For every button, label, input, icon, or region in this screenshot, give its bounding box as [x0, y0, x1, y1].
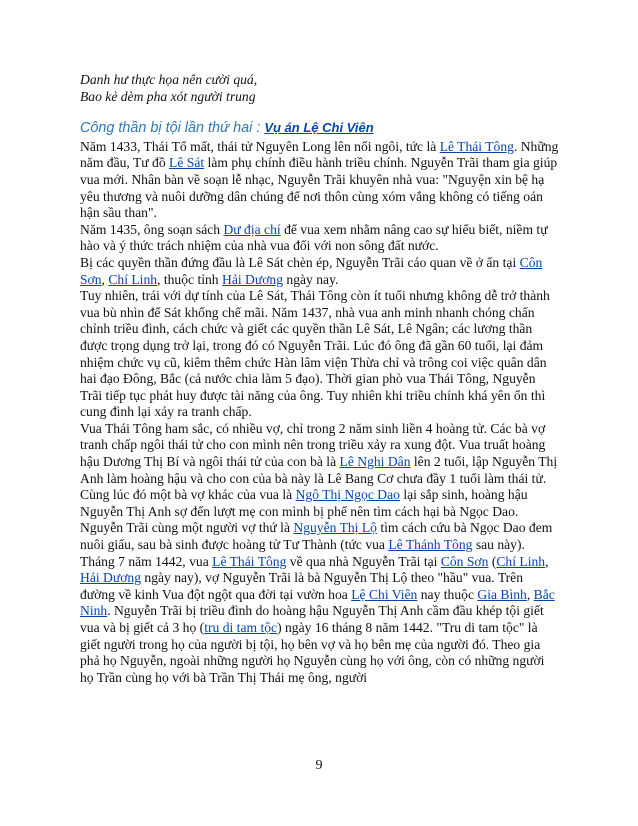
inline-link[interactable]: Hải Dương [80, 570, 141, 586]
paragraph [80, 421, 560, 554]
text-run: ) ngày 16 tháng 8 năm 1442. "Tru di tam tộc" là giết người trong họ của người bị tội, họ bên vợ và họ bên mẹ của người đó. Theo gia phả họ Nguyễn, ngoài những người họ Nguyễn cùng họ với ông, còn có những người họ Trần cùng họ với bà Trần Thị Thái mẹ ông, người [80, 620, 545, 685]
inline-link[interactable]: Lê Thái Tông [439, 138, 514, 154]
text-run: làm phụ chính điều hành triều chính. Nguyễn Trãi tham gia giúp vua mới. Nhân bàn về soạn lễ nhạc, Nguyễn Trãi khuyên nhà vua: "Nguyện xin bệ hạ yêu thương và nuôi dưỡng dân chúng để nơi thôn cùng xóm vắng không có tiếng oán hận sầu than". [80, 155, 558, 221]
inline-link[interactable]: Lê Thái Tông [212, 553, 287, 569]
text-run: Vua Thái Tông ham sắc, có nhiều vợ, chỉ trong 2 năm sinh liền 4 hoàng tử. Các bà vợ tranh chấp ngôi thái tử cho con mình nên trong triều xảy ra xung đột. Vua truất hoàng hậu Dương Thị Bí và ngôi thái tử của con bà là [80, 420, 546, 470]
text-run: , thuộc tỉnh [157, 271, 223, 287]
text-run: ngày nay), vợ Nguyễn Trãi là bà Nguyễn Thị Lộ theo "hầu" vua. Trên đường về kinh Vua đột ngột qua đời tại vườn hoa [80, 570, 523, 602]
paragraph [80, 288, 560, 421]
inline-link[interactable]: Lê Nghi Dân [339, 454, 411, 470]
section-heading [80, 120, 560, 137]
poem-line: Bao kẻ dèm pha xót người trung [80, 88, 256, 104]
inline-link[interactable]: Nguyễn Thị Lộ [293, 520, 377, 536]
inline-link[interactable]: Côn Sơn [80, 254, 543, 287]
text-run: lên 2 tuổi, lập Nguyễn Thị Anh làm hoàng hậu và cho con của bà này là Lê Bang Cơ chưa đầy 1 tuổi làm thái tử. Cùng lúc đó một bà vợ khác của vua là [80, 454, 558, 503]
inline-link[interactable]: Ngô Thị Ngọc Dao [295, 487, 400, 503]
paragraph [80, 139, 560, 222]
text-run: , [526, 586, 534, 602]
section-heading-link[interactable]: Vụ án Lệ Chi Viên [264, 120, 374, 136]
paragraph [80, 255, 560, 288]
page-number: 9 [315, 758, 323, 773]
text-run: tìm cách cứu bà Ngọc Dao đem nuôi giấu, sau bà sinh được hoàng tử Tư Thành (tức vua [80, 520, 553, 553]
paragraph [80, 554, 560, 687]
body-text [80, 139, 560, 687]
text-run: , [101, 271, 109, 287]
paragraph [80, 222, 560, 255]
poem-line: Danh hư thực họa nên cười quá, [80, 72, 258, 87]
text-run: Năm 1435, ông soạn sách [80, 221, 224, 237]
inline-link[interactable]: Dư địa chí [223, 221, 281, 237]
text-run: Bị các quyền thần đứng đầu là Lê Sát chèn ép, Nguyễn Trãi cáo quan về ở ẩn tại [80, 254, 520, 270]
text-run: . Những năm đầu, Tư đồ [80, 138, 559, 171]
inline-link[interactable]: Lê Sát [169, 155, 205, 171]
inline-link[interactable]: Lê Thánh Tông [388, 537, 473, 553]
inline-link[interactable]: Gia Bình [477, 586, 527, 602]
inline-link[interactable]: Chí Linh [108, 271, 158, 287]
text-run: ( [488, 553, 497, 569]
text-run: , [545, 553, 549, 569]
inline-link[interactable]: Bắc Ninh [80, 586, 555, 619]
inline-link[interactable]: Hải Dương [222, 271, 284, 287]
inline-link[interactable]: Lệ Chi Viên [351, 586, 418, 602]
text-run: Năm 1433, Thái Tổ mất, thái tử Nguyên Long lên nối ngôi, tức là [80, 138, 440, 154]
inline-link[interactable]: Chí Linh [496, 553, 546, 569]
text-run: Tuy nhiên, trái với dự tính của Lê Sát, Thái Tông còn ít tuổi nhưng không dễ trở thành vua bù nhìn để Sát khống chế mãi. Năm 1437, nhà vua anh minh nhanh chóng chấn chỉnh triều đình, cách chức và giết các quyền thần Lê Sát, Lê Ngân; các lương thần được trọng dụng trở lại, trong đó có Nguyễn Trãi. Lúc đó ông đã gần 60 tuổi, lại đảm nhiệm chức vụ cũ, kiêm thêm chức Hàn lâm viện Thừa chỉ và trông coi việc quân dân hai đạo Đông, Bắc (cả nước chia làm 5 đạo). Thời gian phò vua Thái Tông, Nguyễn Trãi tiếp tục phát huy được tài năng của ông. Tuy nhiên khi triều chính khá yên ổn thì cung đình lại xảy ra tranh chấp. [80, 288, 550, 420]
text-run: lại sắp sinh, hoàng hậu Nguyễn Thị Anh sợ đến lượt mẹ con mình bị phế nên tìm cách hại bà Ngọc Dao. Nguyễn Trãi cùng một người vợ thứ là [80, 487, 528, 536]
text-run: sau này). [472, 537, 525, 553]
section-heading-text: Công thần bị tội lần thứ hai : [80, 120, 265, 137]
text-run: về qua nhà Nguyễn Trãi tại [286, 553, 441, 569]
text-run: ngày nay. [283, 271, 339, 287]
poem-excerpt [80, 72, 560, 105]
document-page [80, 72, 560, 686]
text-run: Tháng 7 năm 1442, vua [80, 553, 213, 569]
text-run: nay thuộc [417, 586, 478, 602]
text-run: để vua xem nhằm nâng cao sự hiểu biết, niềm tự hào và ý thức trách nhiệm của nhà vua đối với non sông đất nước. [80, 221, 548, 254]
inline-link[interactable]: Côn Sơn [440, 553, 489, 569]
inline-link[interactable]: tru di tam tộc [204, 620, 278, 635]
text-run: . Nguyễn Trãi bị triều đình do hoàng hậu Nguyễn Thị Anh cầm đầu khép tội giết vua và bị giết cả 3 họ ( [80, 603, 544, 635]
